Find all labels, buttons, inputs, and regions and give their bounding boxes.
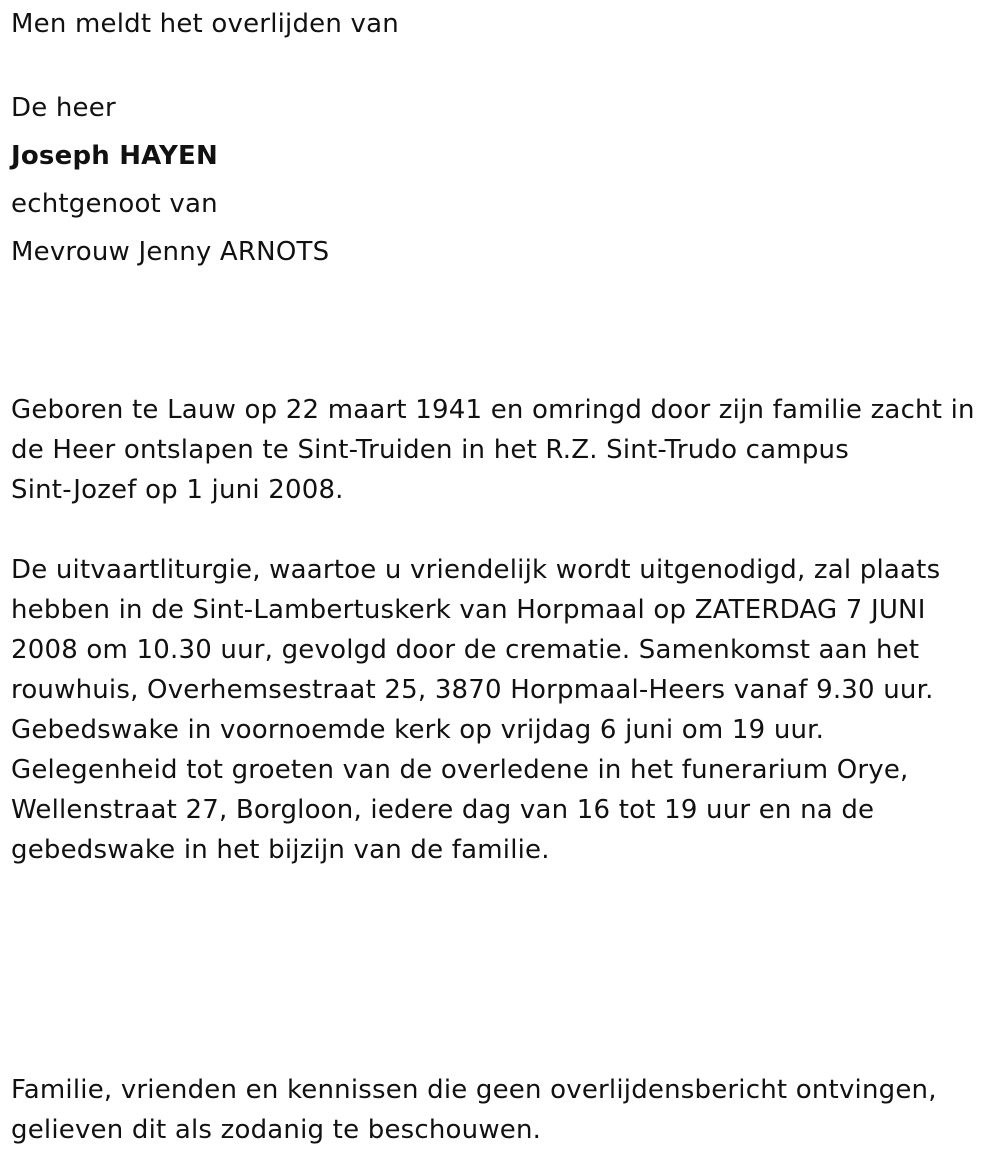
closing-paragraph — [11, 1070, 991, 1150]
birth-paragraph — [11, 390, 991, 510]
funeral-paragraph — [11, 550, 991, 870]
paragraph-line: Wellenstraat 27, Borgloon, iedere dag van 16 tot 19 uur en na de — [11, 795, 875, 825]
deceased-name: Joseph HAYEN — [11, 141, 218, 171]
paragraph-line: Gelegenheid tot groeten van de overledene in het funerarium Orye, — [11, 755, 909, 785]
paragraph-line: Sint-Jozef op 1 juni 2008. — [11, 475, 344, 505]
paragraph-line: Familie, vrienden en kennissen die geen overlijdensbericht ontvingen, — [11, 1075, 937, 1105]
paragraph-line: Gebedswake in voornoemde kerk op vrijdag 6 juni om 19 uur. — [11, 715, 825, 745]
intro-text: Men meldt het overlijden van — [11, 9, 399, 39]
paragraph-line: 2008 om 10.30 uur, gevolgd door de crematie. Samenkomst aan het — [11, 635, 920, 665]
spouse-name: Mevrouw Jenny ARNOTS — [11, 237, 330, 267]
paragraph-line: gebedswake in het bijzijn van de familie. — [11, 835, 550, 865]
paragraph-line: De uitvaartliturgie, waartoe u vriendelijk wordt uitgenodigd, zal plaats — [11, 555, 941, 585]
paragraph-line: hebben in de Sint-Lambertuskerk van Horpmaal op ZATERDAG 7 JUNI — [11, 595, 926, 625]
paragraph-line: rouwhuis, Overhemsestraat 25, 3870 Horpmaal-Heers vanaf 9.30 uur. — [11, 675, 934, 705]
honorific: De heer — [11, 93, 116, 123]
relation-text: echtgenoot van — [11, 189, 218, 219]
paragraph-line: gelieven dit als zodanig te beschouwen. — [11, 1115, 542, 1145]
deceased-section — [11, 84, 991, 276]
paragraph-line: de Heer ontslapen te Sint-Truiden in het R.Z. Sint-Trudo campus — [11, 435, 849, 465]
intro-section — [11, 4, 991, 44]
paragraph-line: Geboren te Lauw op 22 maart 1941 en omringd door zijn familie zacht in — [11, 395, 975, 425]
